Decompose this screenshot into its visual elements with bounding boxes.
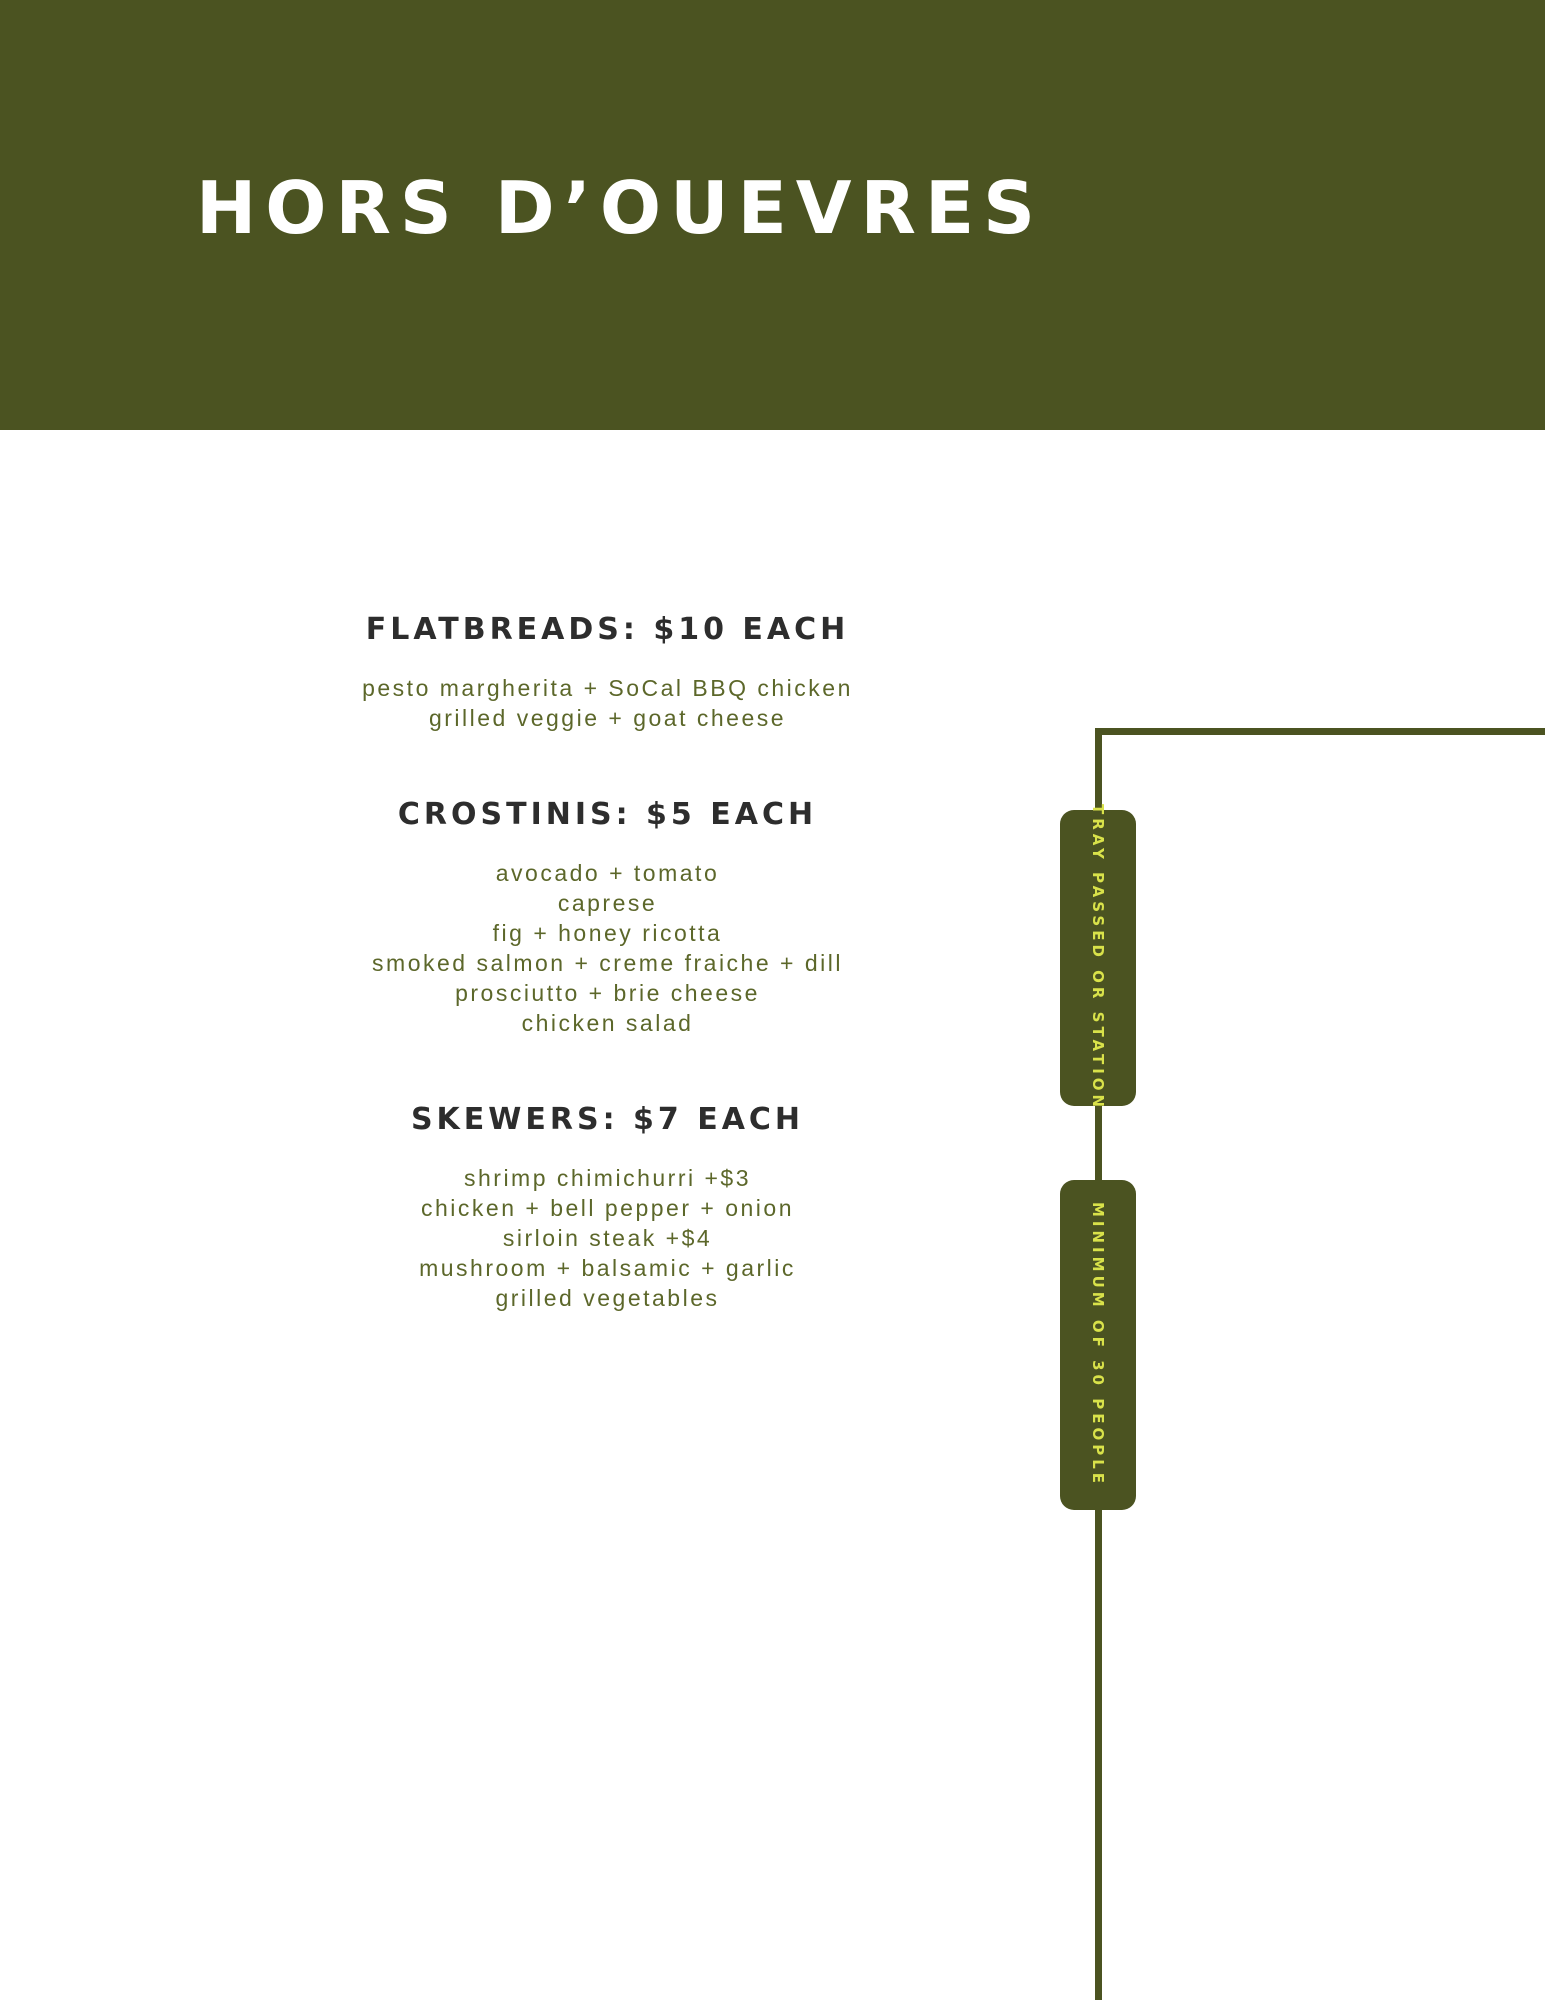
section-heading: SKEWERS: $7 EACH bbox=[410, 1102, 805, 1137]
menu-item: pesto margherita + SoCal BBQ chicken bbox=[362, 675, 853, 701]
side-badge-minimum-people bbox=[1060, 1180, 1136, 1510]
page-title: HORS D’OUEVRES bbox=[195, 166, 1044, 250]
menu-item: grilled veggie + goat cheese bbox=[428, 705, 787, 731]
menu-item: smoked salmon + creme fraiche + dill bbox=[372, 950, 843, 976]
menu-section-skewers bbox=[0, 1102, 1215, 1313]
header-banner bbox=[0, 0, 1545, 430]
side-badge-tray-passed bbox=[1060, 804, 1136, 1112]
menu-item: fig + honey ricotta bbox=[492, 920, 723, 946]
menu-section-crostinis bbox=[0, 797, 1215, 1038]
decorative-line-horizontal bbox=[1095, 728, 1545, 735]
side-badge-label: MINIMUM OF 30 PEOPLE bbox=[1089, 1202, 1107, 1488]
section-heading: FLATBREADS: $10 EACH bbox=[365, 612, 850, 647]
menu-item: sirloin steak +$4 bbox=[502, 1225, 713, 1251]
menu-item: mushroom + balsamic + garlic bbox=[419, 1255, 796, 1281]
menu-item: caprese bbox=[557, 890, 658, 916]
side-badge-label: TRAY PASSED OR STATION bbox=[1089, 804, 1107, 1112]
menu-content bbox=[0, 612, 1215, 1377]
header-banner-inner bbox=[0, 166, 1240, 250]
menu-item: avocado + tomato bbox=[495, 860, 720, 886]
menu-section-flatbreads bbox=[0, 612, 1215, 733]
menu-item: chicken + bell pepper + onion bbox=[421, 1195, 794, 1221]
menu-item: shrimp chimichurri +$3 bbox=[464, 1165, 751, 1191]
menu-item: prosciutto + brie cheese bbox=[455, 980, 760, 1006]
menu-item: chicken salad bbox=[521, 1010, 694, 1036]
menu-item: grilled vegetables bbox=[495, 1285, 720, 1311]
section-heading: CROSTINIS: $5 EACH bbox=[397, 797, 818, 832]
